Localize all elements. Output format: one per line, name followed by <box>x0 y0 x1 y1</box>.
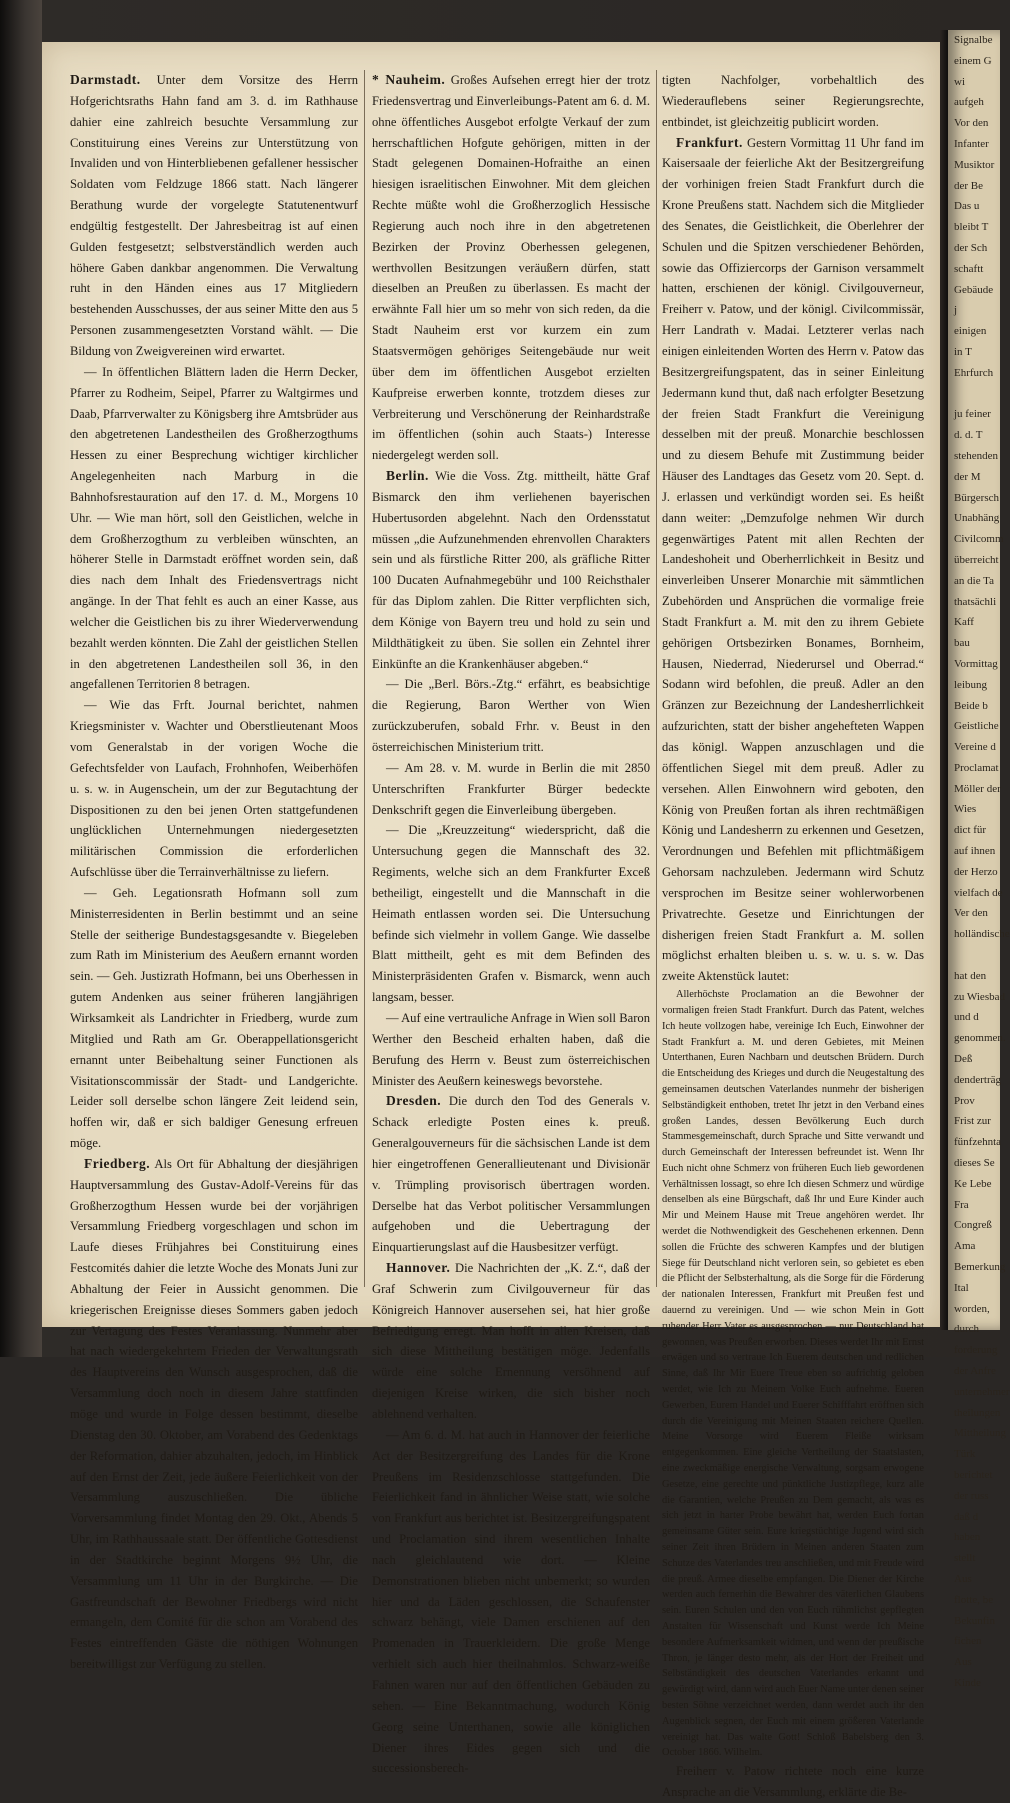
adjacent-page-fragment: dieses Se <box>954 1157 995 1170</box>
adjacent-page-fragment: Bemerkung <box>954 1261 1006 1274</box>
adjacent-page-fragment: bau <box>954 637 970 650</box>
dateline-friedberg: Friedberg. <box>84 1155 151 1171</box>
adjacent-page-fragment: wi <box>954 75 965 88</box>
adjacent-page-fragment: Vereine d <box>954 741 996 754</box>
article-text: Als Ort für Abhaltung der diesjährigen Hauptversammlung des Gustav-Adolf-Vereins für das Großherzogthum Hessen wurde bei der vorjährigen Versammlung Friedberg vorgeschlagen und schon im Laufe dieses Frühjahres bei Constituirung eines Festcomités dahier die letzte Woche des Monats Juni zur Abhaltung der Feier in Aussicht genommen. Die kriegerischen Ereignisse dieses Sommers gaben jedoch zur Vertagung des Festes Veranlassung. Nunmehr aber hat nach wiedergekehrtem Frieden der Verwaltungsrath des Hauptvereins den Wunsch ausgesprochen, daß die Versammlung doch noch in diesem Jahre stattfinden möge und wurde in Folge dessen bestimmt, dieselbe Dienstag den 30. Oktober, am Vorabend des Gedenktags der Reformation, dahier abzuhalten, jedoch, im Hinblick auf den Ernst der Zeit, jede äußere Feierlichkeit von der Versammlung auszuschließen. Die übliche Vorversammlung findet Montag den 29. Okt., Abends 5 Uhr, im Rathhaussaale statt. Der öffentliche Gottesdienst in der Stadtkirche beginnt Morgens 9½ Uhr, die Versammlung um 11 Uhr in der Burgkirche. — Die Gastfreundschaft der Bewohner Friedbergs wird nicht ermangeln, dem Comité für die schon am Vorabend des Festes eintreffenden Gäste die nöthigen Wohnungen bereitwilligst zur Verfügung zu stellen. <box>70 1156 358 1672</box>
dateline-nauheim: * Nauheim. <box>372 72 446 87</box>
article-friedberg <box>70 1154 358 1675</box>
adjacent-page-fragment: fünfzehnta <box>954 1136 1002 1149</box>
adjacent-page-fragment: Musiktor <box>954 158 995 171</box>
adjacent-page-fragment: durch <box>954 1323 980 1336</box>
adjacent-page-fragment: Prov <box>954 1094 975 1107</box>
adjacent-page-fragment: einigen <box>954 325 987 338</box>
book-binding-edge <box>0 0 42 1357</box>
adjacent-page-fragment: hat den <box>954 969 987 982</box>
adjacent-page-fragment: holländische <box>954 928 1010 941</box>
dateline-frankfurt: Frankfurt. <box>676 134 743 150</box>
adjacent-page-fragment: fichen <box>954 1635 982 1648</box>
adjacent-page-fragment: Ver den <box>954 907 988 920</box>
adjacent-page-fragment: unternehmer <box>954 1385 1010 1398</box>
adjacent-page-fragment: Gebäude <box>954 283 994 296</box>
column-1 <box>70 70 358 1672</box>
adjacent-page-fragment: Kaff <box>954 616 974 629</box>
article-text: Großes Aufsehen erregt hier der trotz Friedensvertrag und Einverleibungs-Patent am 6. d. M. ohne öffentliches Ausgebot erfolgte Verkauf der zum herrschaftlichen Hofgute gehörigen, mitten in der Stadt gelegenen Domainen-Hofraithe an einen hiesigen israelitischen Einwohner. Mit dem gleichen Rechte müßte wohl die Großherzoglich Hessische Regierung auch noch ihre in den abgetretenen Bezirken der Provinz Oberhessen gelegenen, werthvollen Besitzungen veräußern dürfen, statt dieselben an Preußen zu überlassen. Es macht der erwähnte Fall hier um so mehr von sich reden, da die Stadt Nauheim erst vor kurzem ein zum Staatsvermögen gehöriges Seitengebäude nur weit über dem im öffentlichen Ausgebot erzielten Kaufpreise erwerben konnte, trotzdem dieses zur Verbreiterung und Verschönerung der Reinhardstraße im öffentlichen (sohin auch Staats-) Interesse niedergelegt werden soll. <box>372 73 650 463</box>
adjacent-page-fragment: und d <box>954 1011 979 1024</box>
paragraph: — Geh. Legationsrath Hofmann soll zum Ministerresidenten in Berlin bestimmt und an seine Stelle der seitherige Bundestagsgesandte v. Biegeleben zum Rath im Ministerium des Aeußern ernannt worden sein. — Geh. Justizrath Hofmann, bei uns Oberhessen in gutem Andenken aus seiner früheren langjährigen Wirksamkeit als Landrichter in Friedberg, wurde zum Mitglied und Rath am Gr. Oberappellationsgericht ernannt unter Beibehaltung seiner Functionen als Visitationscommissär der Stadt- und Landgerichte. Leider soll derselbe schon längere Zeit leidend sein, hoffen wir, daß er sich baldiger Genesung erfreuen möge. <box>70 885 358 1151</box>
column-2 <box>372 70 650 1776</box>
adjacent-page-fragment: Fra <box>954 1198 969 1211</box>
adjacent-page-fragment: Infanter <box>954 137 989 150</box>
article-nauheim <box>372 70 650 466</box>
adjacent-page-fragment: flotte, be <box>954 1593 994 1606</box>
paragraph: — In öffentlichen Blättern laden die Herrn Decker, Pfarrer zu Rodheim, Seipel, Pfarrer zu Waltgirmes und Daab, Pfarrverwalter zu Königsberg ihre Amtsbrüder aus den abgetretenen Landestheilen des Großherzogthums Hessen zu einer Besprechung wichtiger kirchlicher Angelegenheiten nach Marburg in die Bahnhofsrestauration auf den 17. d. M., Morgens 10 Uhr. — Wie man hört, soll den Geistlichen, welche in dem Großherzogthum zu verbleiben wünschten, an höherer Stelle in Darmstadt eröffnet worden sein, daß dies nach dem Inhalt des Friedensvertrags nicht angänge. In der That fehlt es auch an einer Kasse, aus welcher die Geistlichen bis zu ihrer Wiederverwendung bezahlt werden könnten. Die Zahl der geistlichen Stellen in den abgetretenen Landestheilen soll 36, in den angefallenen Territorien 8 betragen. <box>70 364 358 692</box>
article-text: Unter dem Vorsitze des Herrn Hofgerichtsraths Hahn fand am 3. d. im Rathhause dahier eine zahlreich besuchte Versammlung zur Constituirung eines Vereins zur Unterstützung von Invaliden und von Hinterbliebenen gefallener hessischer Soldaten vom Feldzuge 1866 statt. Nach längerer Berathung wurde der vorgelegte Statutenentwurf endgültig festgestellt. Der Jahresbeitrag ist auf einen Gulden festgesetzt; selbstverständlich werden auch höhere Gaben dankbar angenommen. Die Verwaltung ruht in den Händen eines aus 17 Mitgliedern bestehenden Ausschusses, der aus seiner Mitte den aus 5 Personen zusammengesetzten Vorstand wählt. — Die Bildung von Zweigvereinen wird erwartet. <box>70 73 358 358</box>
adjacent-page-fragment: d. d. T <box>954 429 983 442</box>
adjacent-page-fragment: in T <box>954 345 972 358</box>
adjacent-page-fragment: Ama <box>954 1240 976 1253</box>
adjacent-page-fragment: der russ <box>954 1489 989 1502</box>
adjacent-page-fragment: Möller der <box>954 782 1001 795</box>
adjacent-page-fragment: Congreß <box>954 1219 992 1232</box>
adjacent-page-fragment: forderung <box>954 1344 998 1357</box>
paragraph: — Wie das Frft. Journal berichtet, nahmen Kriegsminister v. Wachter und Oberstlieutenant Moos vom Generalstab in der vorigen Woche die Gefechtsfelder von Laufach, Frohnhofen, Weiberhöfen u. s. w. in Augenschein, um der zur Begutachtung der Dispositionen zu den bei jenen Orten stattgefundenen unglücklichen Unternehmungen niedergesetzten militärischen Commission die erforderlichen Aufschlüsse über die Terrainverhältnisse zu liefern. <box>70 698 358 880</box>
adjacent-page-fragment: dict für <box>954 824 987 837</box>
column-rule <box>656 70 657 1287</box>
adjacent-page-fragment <box>948 945 1000 966</box>
adjacent-page-fragment: bleibt T <box>954 221 989 234</box>
adjacent-page-fragment: Ital <box>954 1281 969 1294</box>
adjacent-page-fragment: Ehrfurch <box>954 366 994 379</box>
paragraph: — Auf eine vertrauliche Anfrage in Wien soll Baron Werther den Bescheid erhalten haben, daß die Berufung des Herrn v. Beust zum österreichischen Minister des Aeußern keineswegs bevorstehe. <box>372 1010 650 1088</box>
adjacent-page-fragment: Proclamat <box>954 761 999 774</box>
adjacent-page-fragment: worden, <box>954 1302 990 1315</box>
adjacent-page-fragment: Beide b <box>954 699 988 712</box>
adjacent-page-fragment: einem G <box>954 54 992 67</box>
adjacent-page-fragment: Mittheilung <box>954 1427 1006 1440</box>
adjacent-page-fragment: Signalbe <box>954 34 993 46</box>
adjacent-page-fragment: Civilcomm <box>954 533 1004 546</box>
adjacent-page-fragment: thatsächli <box>954 595 997 608</box>
article-berlin <box>372 466 650 674</box>
adjacent-page-fragment: theilungen <box>954 1406 1001 1419</box>
paragraph-continued: tigten Nachfolger, vorbehaltlich des Wiederauflebens seiner Regierungsrechte, entbindet, ist gleichzeitig publicirt worden. <box>662 73 924 129</box>
adjacent-page-fragment: leibung <box>954 678 987 691</box>
page-gutter <box>940 30 948 1330</box>
adjacent-page-fragment: Kinde <box>954 1676 981 1689</box>
adjacent-page-fragment: Bürgersch <box>954 491 1000 504</box>
paragraph: — Am 6. d. M. hat auch in Hannover der feierliche Act der Besitzergreifung des Landes für die Krone Preußens im Residenzschlosse stattgefunden. Die Feierlichkeit fand in ähnlicher Weise statt, wie solche von Frankfurt aus berichtet ist. Besitzergreifungspatent und Proclamation sind ihrem wesentlichen Inhalte nach gleichlautend wie dort. — Kleine Demonstrationen blieben nicht unbemerkt; so wurden hier und da Läden geschlossen, die Schaufenster schwarz behängt, viele Damen erschienen auf den Promenaden in Trauerkleidern. Die große Menge verhielt sich auch hier theilnahmlos. Schwarz-weiße Fahnen waren nur auf den öffentlichen Gebäuden zu sehen. — Eine Bekanntmachung, wodurch König Georg seine Unterthanen, sowie alle königlichen Diener ihres Eides gegen sich und die successionsberech- <box>372 1427 650 1776</box>
dateline-berlin: Berlin. <box>386 468 429 484</box>
article-text: Die durch den Tod des Generals v. Schack erledigte Posten eines k. preuß. Generalgouverneurs für die sächsischen Lande ist dem hier eingetroffenen Generallieutenant und Divisionär v. Trümpling provisorisch übertragen worden. Derselbe hat das Verbot politischer Versammlungen aufgehoben und die Uebertragung der Einquartierungslast auf die Hausbesitzer verfügt. <box>372 1094 650 1255</box>
adjacent-page-fragment: Ke Lebe <box>954 1177 992 1190</box>
adjacent-page-fragment: der Anfre <box>954 1365 996 1377</box>
adjacent-page-fragment: Geistliche <box>954 720 999 733</box>
adjacent-page-fragment: Deß <box>954 1053 973 1066</box>
article-text: Die Nachrichten der „K. Z.“, daß der Graf Schwerin zum Civilgouverneur für das Königreich Hannover ausersehen sei, hat hier große Befriedigung erregt. Man hofft in allen Kreisen, daß sich diese Mittheilung bestätigen möge. Jedenfalls würde eine solche Ernennung versöhnend auf diejenigen Kreise wirken, die sich bisher noch ablehnend verhalten. <box>372 1261 650 1421</box>
proclamation-text: Allerhöchste Proclamation an die Bewohner der vormaligen freien Stadt Frankfurt. Durch das Patent, welches Ich heute vollzogen habe, vereinige Ich Euch, Einwohner der Stadt Frankfurt a. M. und deren Gebietes, mit Meinen Unterthanen, Euren Nachbarn und deutschen Brüdern. Durch die Entscheidung des Krieges und durch die Neugestaltung des gemeinsamen deutschen Vaterlandes nunmehr der bisherigen Selbständigkeit enthoben, tretet Ihr jetzt in den Verband eines großen Landes, dessen Bevölkerung Euch durch Stammesgemeinschaft, durch Sprache und Sitte verwandt und durch Gemeinschaft der Interessen befreundet ist. Wenn Ihr Euch nicht ohne Schmerz von früheren Euch lieb gewordenen Verhältnissen lossagt, so ehre Ich diesen Schmerz und würdige denselben als eine Bürgschaft, daß Ihr und Eure Kinder auch Mir und Meinem Hause mit Treue angehören werdet. Ihr werdet die Nothwendigkeit des Geschehenen erkennen. Denn sollen die Früchte des schweren Kampfes und der blutigen Siege für Deutschland nicht verloren sein, so gebietet es eben die Pflicht der Selbsterhaltung, als die Sorge für die Förderung der nationalen Interessen, Frankfurt mit Preußen fest und dauernd zu vereinigen. Und — wie schon Mein in Gott ruhender Herr Vater es ausgesprochen — nur Deutschland hat gewonnen, was Preußen erworben. Dieses werdet Ihr mit Ernst erwägen und so vertraue Ich Euerem deutschen und redlichen Sinne, daß Ihr Mir Euere Treue eben so aufrichtig geloben werdet, wie Ich zu Meinem Volke Euch aufnehme. Eueren Gewerben, Eurem Handel und Euerer Schifffahrt eröffnen sich durch die Vereinigung mit Meinen Staaten reichere Quellen. Meine Vorsorge wird Euerem Fleiße wirksam entgegenkommen. Eine gleiche Vertheilung der Staatslasten, eine zweckmäßige energische Verwaltung, sorgsam erwogene Gesetze, eine gerechte und pünktliche Justizpflege, kurz alle die Garantien, welche Preußen zu Dem gemacht, als was es sich jetzt in harter Probe bewährt hat, werden Euch fortan gemeinsame Güter sein. Eure kriegstüchtige Jugend wird sich seiner Zeit ihren Brüdern in Meinen anderen Staaten zum Schutze des Vaterlandes treu anschließen, und mit Freude wird die preuß. Armee dieselbe empfangen. Die Diener der Kirche werden auch fernerhin die Bewahrer des väterlichen Glaubens sein. Euren Schulen und den von Euch rühmlichst gepflegten Anstalten für Wissenschaft und Kunst werde Ich Meine besondere Aufmerksamkeit widmen, und wenn der preußische Thron, je länger desto mehr, als der Hort der Freiheit und Selbständigkeit des deutschen Vaterlandes erkannt und gewürdigt wird, dann wird auch Euer Name unter denen seiner besten Söhne verzeichnet werden, dann werdet auch ihr den Augenblick segnen, der Euch mit einem größeren Vaterlande vereinigt hat. Das walte Gott! Schloß Babelsberg den 3. October 1866. Wilhelm. <box>662 989 925 1759</box>
adjacent-page-fragment: überreicht <box>954 553 999 566</box>
adjacent-page-fragment: haben <box>954 1531 981 1544</box>
adjacent-page-fragment: j <box>954 304 958 317</box>
adjacent-page-fragment: stehenden <box>954 449 998 462</box>
article-dresden <box>372 1091 650 1258</box>
adjacent-page-fragment: der M <box>954 470 981 483</box>
adjacent-page-fragment: Bekunfin <box>954 1614 995 1627</box>
adjacent-page-fragment: der Sch <box>954 241 988 254</box>
adjacent-page-fragment: Frist zur <box>954 1115 991 1128</box>
adjacent-page-fragment: ju feiner <box>954 408 991 421</box>
adjacent-page-fragment: Das u <box>954 200 980 213</box>
adjacent-page-fragment: Aus <box>954 1656 972 1669</box>
dateline-dresden: Dresden. <box>386 1093 442 1109</box>
adjacent-page-fragment: berichtet <box>954 1468 993 1481</box>
dateline-darmstadt: Darmstadt. <box>70 72 141 87</box>
adjacent-page-fragment: zu Wiesbad <box>954 990 1005 1003</box>
article-darmstadt <box>70 70 358 362</box>
adjacent-page-fragment: Türk <box>954 1448 976 1461</box>
adjacent-page-fragment: Aus <box>954 1572 972 1585</box>
adjacent-page-fragment: denderträg <box>954 1073 1002 1086</box>
article-hannover <box>372 1258 650 1425</box>
column-rule <box>364 70 365 1287</box>
adjacent-page-edge <box>948 30 1010 1689</box>
adjacent-page-fragment: vielfach de <box>954 886 1003 899</box>
adjacent-page-fragment: Wies <box>954 803 977 816</box>
dateline-hannover: Hannover. <box>386 1260 451 1276</box>
adjacent-page-fragment: der Herzo <box>954 865 998 878</box>
adjacent-page-fragment <box>948 384 1000 405</box>
paragraph: Freiherr v. Patow richtete noch eine kurze Ansprache an die Versammlung, erklärte die Be- <box>662 1764 924 1800</box>
adjacent-page-fragment: aufgeh <box>954 96 984 109</box>
column-3 <box>662 70 925 1800</box>
article-frankfurt <box>662 133 924 988</box>
adjacent-page-fragment: daß d <box>954 1510 979 1523</box>
adjacent-page-fragment: Vormittag <box>954 657 998 670</box>
paragraph: — Die „Kreuzzeitung“ wiederspricht, daß die Untersuchung gegen die Mannschaft des 32. Regiments, welche sich an dem Frankfurter Exceß betheiligt, eingestellt und die Mannschaft in die Heimath entlassen worden sei. Die Untersuchung befinde sich vielmehr in vollem Gange. Wie dasselbe Blatt mittheilt, geht es mit dem Befinden des Ministerpräsidenten Grafen v. Bismarck, wenn auch langsam, besser. <box>372 823 650 1005</box>
paragraph: — Die „Berl. Börs.-Ztg.“ erfährt, es beabsichtige die Regierung, Baron Werther von Wien zurückzuberufen, sobald Frhr. v. Beust in den österreichischen Ministerium tritt. <box>372 677 650 754</box>
adjacent-page-fragment: schaftt <box>954 262 984 275</box>
article-text: Wie die Voss. Ztg. mittheilt, hätte Graf Bismarck den ihm verliehenen bayerischen Hubertusorden abgelehnt. Nach den Ordensstatut müssen „die Aufzunehmenden ehrenvollen Charakters sein und als fürstliche Ritter 200, als gräfliche Ritter 100 Ducaten Aufnahmegebühr und 100 Reichsthaler für das Diplom zahlen. Die Ritter verpflichten sich, dem Könige von Bayern treu und hold zu sein und Mildthätigkeit zu üben. Sie sollen ein Zehntel ihrer Einkünfte an die Krankenhäuser abgeben.“ <box>372 469 650 671</box>
newspaper-page <box>42 42 940 1800</box>
adjacent-page-fragment: auf ihnen <box>954 845 996 858</box>
adjacent-page-fragment: genommen. <box>954 1032 1006 1045</box>
adjacent-page-fragment: stellt <box>954 1552 976 1565</box>
adjacent-page-fragment: Unabhäng <box>954 512 1000 525</box>
article-text: Gestern Vormittag 11 Uhr fand im Kaisersaale der feierliche Akt der Besitzergreifung der vorhinigen freien Stadt Frankfurt durch die Krone Preußens statt. Nachdem sich die Mitglieder des Senates, die Geistlichkeit, die Oberlehrer der Schulen und die Spitzen verschiedener Behörden, sowie das Offiziercorps der Garnison versammelt hatten, erschienen der königl. Civilgouverneur, Freiherr v. Patow, und der königl. Civilcommissär, Herr Landrath v. Madai. Letzterer verlas nach einigen einleitenden Worten des Herrn v. Patow das Besitzergreifungspatent, das in seiner Einleitung Jedermann kund thut, daß nach erfolgter Besetzung der freien Stadt Frankfurt die Vereinigung desselben mit der preuß. Monarchie beschlossen und zu diesem Behufe mit Zustimmung beider Häuser des Landtages das Gesetz vom 20. Sept. d. J. erlassen und verkündigt worden sei. Es heißt dann weiter: „Demzufolge nehmen Wir durch gegenwärtiges Patent mit allen Rechten der Landeshoheit und Oberherrlichkeit in Besitz und einverleiben Unserer Monarchie mit sämmtlichen Zubehörden und Ansprüchen die vormalige freie Stadt Frankfurt a. M. mit den zu ihrem Gebiete gehörigen Ortsbezirken Bonames, Bornheim, Hausen, Niederrad, Niederursel und Oberrad.“ Sodann wird befohlen, die preuß. Adler an den Gränzen zur Bezeichnung der Landesherrlichkeit aufzurichten, statt der bisher angehefteten Wappen das königl. Wappen anzuschlagen und die öffentlichen Siegel mit dem preuß. Adler zu versehen. Allen Einwohnern wird geboten, den König von Preußen fortan als ihren rechtmäßigen König und Landesherrn zu erkennen und Gesetzen, Verordnungen und Befehlen mit pflichtmäßigem Gehorsam nachzuleben. Jedermann wird Schutz versprochen im Besitze seiner wohlerworbenen Privatrechte. Gesetze und Einrichtungen der disherigen freien Stadt Frankfurt a. M. sollen möglichst erhalten bleiben u. s. w. u. s. w. Das zweite Aktenstück lautet: <box>662 135 924 984</box>
adjacent-page-fragment: an die Ta <box>954 574 994 587</box>
adjacent-page-fragment: der Be <box>954 179 984 192</box>
paragraph: — Am 28. v. M. wurde in Berlin die mit 2850 Unterschriften Frankfurter Bürger bedeckte Denkschrift gegen die Einverleibung übergeben. <box>372 760 650 817</box>
adjacent-page-fragment: Vor den <box>954 117 989 130</box>
